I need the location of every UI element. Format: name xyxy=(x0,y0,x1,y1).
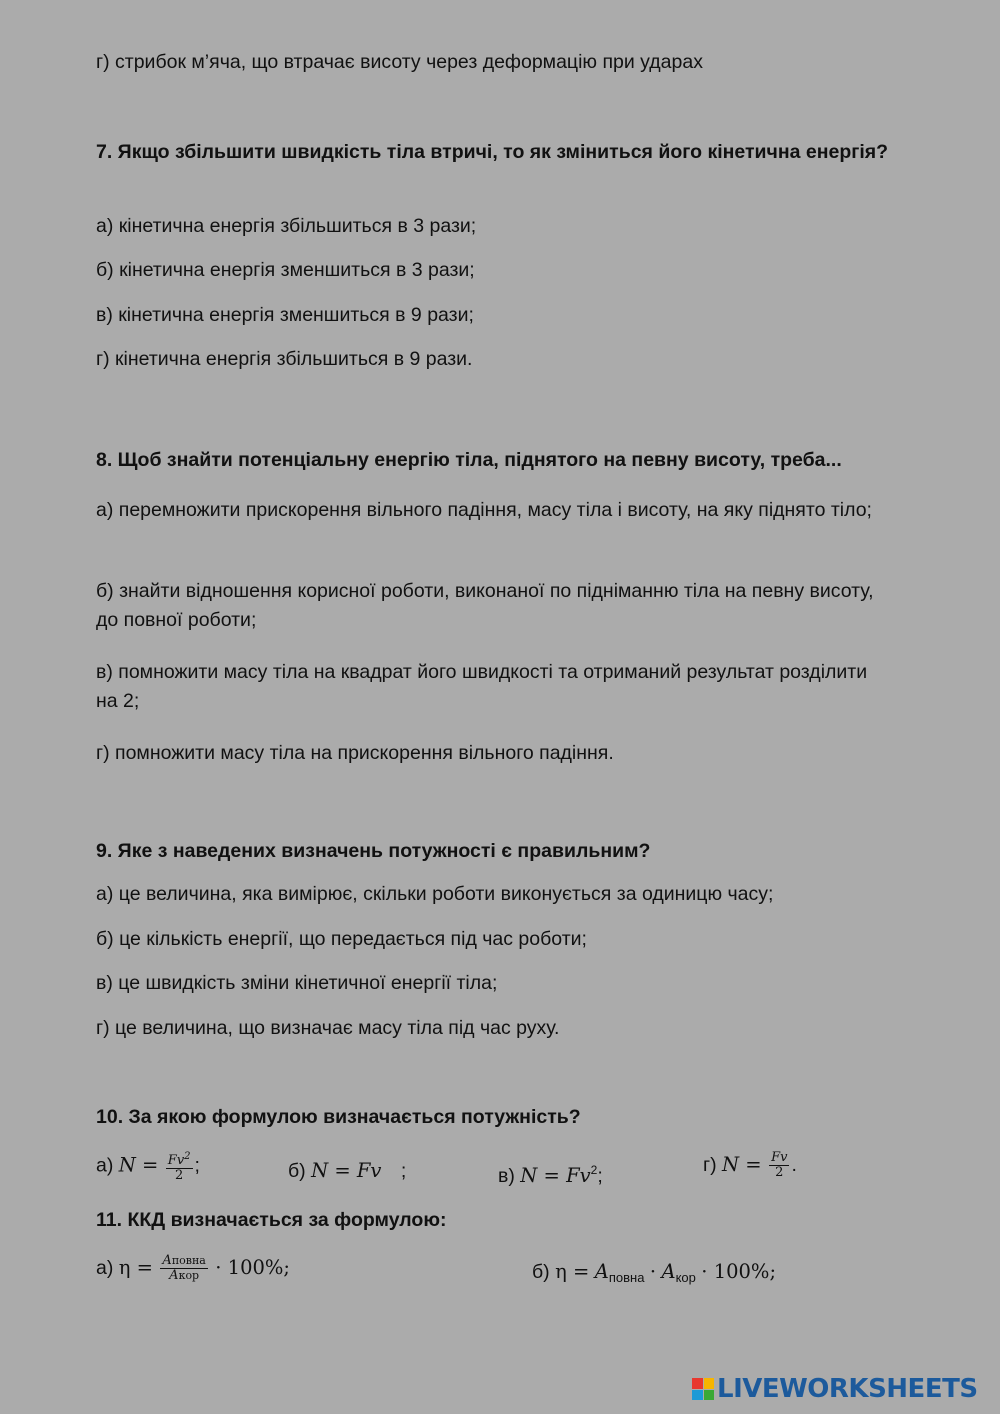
q10-option-a[interactable] xyxy=(96,1150,200,1183)
q10-option-d-fraction xyxy=(769,1151,789,1180)
q10-option-c[interactable] xyxy=(498,1156,603,1191)
q11-option-a-fraction xyxy=(160,1254,207,1283)
q10-option-a-lhs: N = xyxy=(118,1153,159,1177)
liveworksheets-logo-text: LIVEWORKSHEETS xyxy=(717,1374,978,1404)
q7-option-b[interactable]: б) кінетична енергія зменшиться в 3 рази; xyxy=(96,259,475,281)
q11-option-b-term2: A xyxy=(661,1260,676,1283)
previous-option-g: г) стрибок м’яча, що втрачає висоту через деформацію при ударах xyxy=(96,51,703,73)
q11-option-a[interactable] xyxy=(96,1253,290,1283)
q11-option-b-term2-subscript: кор xyxy=(675,1270,696,1285)
q10-option-a-numerator: Fv xyxy=(167,1153,185,1168)
q9-option-a[interactable]: а) це величина, яка вимірює, скільки роботи виконується за одиницю часу; xyxy=(96,883,774,905)
q11-option-a-denominator: A xyxy=(169,1268,179,1284)
q9-option-c[interactable]: в) це швидкість зміни кінетичної енергії тіла; xyxy=(96,972,498,994)
q10-option-d-end: . xyxy=(791,1154,797,1176)
q11-option-b-term1: A xyxy=(594,1260,609,1283)
q10-option-a-denominator: 2 xyxy=(175,1168,184,1183)
question-11: 11. ККД визначається за формулою: xyxy=(96,1209,447,1231)
q8-option-b[interactable]: б) знайти відношення корисної роботи, виконаної по підніманню тіла на певну висоту, до повної роботи; xyxy=(96,580,874,631)
q11-option-a-rhs: · 100%; xyxy=(215,1256,290,1279)
q10-option-a-fraction xyxy=(166,1150,193,1183)
question-9: 9. Яке з наведених визначень потужності є правильним? xyxy=(96,840,651,862)
question-10: 10. За якою формулою визначається потужність? xyxy=(96,1106,581,1128)
q10-option-d-label: г) xyxy=(703,1154,717,1176)
q11-option-a-numerator-subscript: повна xyxy=(171,1254,206,1268)
q10-option-c-end: ; xyxy=(597,1165,603,1187)
q11-option-b[interactable] xyxy=(532,1257,776,1292)
q10-option-b-formula: N = Fv xyxy=(311,1159,382,1182)
q11-option-a-denominator-subscript: кор xyxy=(178,1269,200,1283)
q10-option-c-exponent: 2 xyxy=(590,1163,598,1177)
q8-option-a[interactable]: а) перемножити прискорення вільного падіння, масу тіла і висоту, на яку піднято тіло; xyxy=(96,499,872,521)
q11-option-b-label: б) xyxy=(532,1261,550,1283)
question-7: 7. Якщо збільшити швидкість тіла втричі, то як зміниться його кінетична енергія? xyxy=(96,141,889,163)
q10-option-b-end: ; xyxy=(400,1160,407,1182)
q10-option-c-formula: N = Fv xyxy=(520,1164,591,1187)
q8-option-c[interactable]: в) помножити масу тіла на квадрат його швидкості та отриманий результат розділити на 2; xyxy=(96,661,868,712)
liveworksheets-logo[interactable] xyxy=(692,1376,978,1402)
q7-option-c[interactable]: в) кінетична енергія зменшиться в 9 рази; xyxy=(96,304,474,326)
liveworksheets-logo-mark xyxy=(692,1378,714,1400)
q11-option-b-term1-subscript: повна xyxy=(608,1270,645,1285)
q11-option-b-rhs: · 100%; xyxy=(701,1260,777,1283)
q10-option-b[interactable] xyxy=(288,1156,406,1186)
q10-option-a-label: а) xyxy=(96,1154,114,1177)
q7-option-d[interactable]: г) кінетична енергія збільшиться в 9 рази. xyxy=(96,348,473,370)
q10-option-d-denominator: 2 xyxy=(775,1165,784,1181)
q10-option-d-lhs: N = xyxy=(722,1153,762,1176)
q7-option-a[interactable]: а) кінетична енергія збільшиться в 3 рази; xyxy=(96,215,477,237)
q8-option-d[interactable]: г) помножити масу тіла на прискорення вільного падіння. xyxy=(96,742,614,764)
q10-option-a-end: ; xyxy=(194,1154,200,1177)
q11-option-a-lhs: η = xyxy=(118,1256,153,1279)
q10-option-b-label: б) xyxy=(288,1160,306,1182)
q10-option-c-label: в) xyxy=(498,1165,515,1187)
question-8: 8. Щоб знайти потенціальну енергію тіла, піднятого на певну висоту, треба... xyxy=(96,449,842,471)
q11-option-a-numerator: A xyxy=(162,1253,172,1269)
q9-option-d[interactable]: г) це величина, що визначає масу тіла під час руху. xyxy=(96,1017,560,1039)
q10-option-d[interactable] xyxy=(703,1150,797,1180)
q11-option-b-dot: · xyxy=(649,1260,657,1283)
q9-option-b[interactable]: б) це кількість енергії, що передається під час роботи; xyxy=(96,928,587,950)
q10-option-d-numerator: Fv xyxy=(771,1150,788,1166)
q10-option-a-numerator-exponent: 2 xyxy=(184,1151,191,1162)
q11-option-b-lhs: η = xyxy=(555,1260,590,1283)
q11-option-a-label: а) xyxy=(96,1257,114,1279)
